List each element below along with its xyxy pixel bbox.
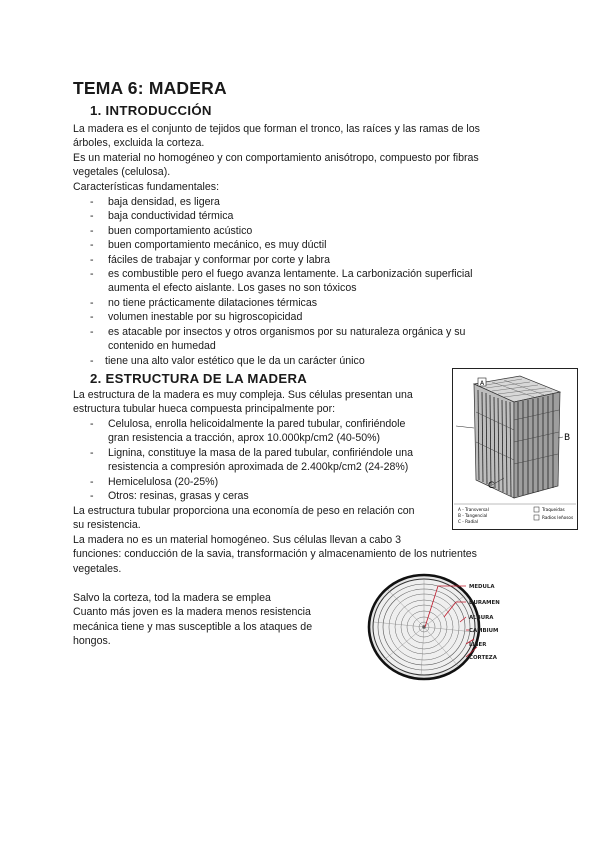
trunk-cross-section-diagram [366, 572, 546, 682]
paragraph-line: Cuanto más joven es la madera menos resistencia [73, 606, 311, 618]
label-corteza: CORTEZA [469, 655, 497, 661]
paragraph-line: Salvo la corteza, tod la madera se emplea [73, 592, 271, 604]
legend-1: Traqueidas [542, 507, 565, 512]
paragraph-line: vegetales. [73, 563, 122, 575]
list-item-continuation: resistencia a compresión aproximada de 2.400kp/cm2 (24-28%) [108, 461, 409, 473]
paragraph-line: estructura tubular hueca compuesta principalmente por: [73, 403, 336, 415]
list-item: Otros: resinas, grasas y ceras [108, 490, 249, 502]
list-item: buen comportamiento acústico [108, 225, 253, 237]
section-heading-introduccion: 1. INTRODUCCIÓN [90, 103, 212, 118]
legend-c: C - Radial [458, 519, 479, 524]
legend-a: A - Transversal [458, 507, 489, 512]
wood-structure-diagram [452, 368, 578, 530]
list-item-continuation: contenido en humedad [108, 340, 216, 352]
page-title: TEMA 6: MADERA [73, 78, 227, 98]
paragraph-line: vegetales (celulosa). [73, 166, 171, 178]
label-a: A [479, 380, 485, 387]
paragraph-line: La estructura de la madera es muy compleja. Sus células presentan una [73, 389, 413, 401]
label-albura: ALBURA [469, 615, 494, 621]
paragraph-line: su resistencia. [73, 519, 141, 531]
list-item: fáciles de trabajar y conformar por corte y labra [108, 254, 330, 266]
list-item-continuation: aumenta el efecto aislante. Los gases no son tóxicos [108, 282, 357, 294]
label-c: C [488, 481, 495, 491]
legend-b: B - Tangencial [458, 513, 488, 518]
legend-2: Radios leñosos [542, 515, 574, 520]
paragraph-line: La estructura tubular proporciona una economía de peso en relación con [73, 505, 415, 517]
list-item: Hemicelulosa (20-25%) [108, 476, 219, 488]
paragraph-line: funciones: conducción de la savia, transformación y almacenamiento de los nutrientes [73, 548, 477, 560]
label-b: B [564, 433, 571, 443]
paragraph-line: La madera es el conjunto de tejidos que forman el tronco, las raíces y las ramas de los [73, 123, 480, 135]
paragraph-line: mecánica tiene y mas susceptible a los ataques de [73, 621, 313, 633]
paragraph-line: Características fundamentales: [73, 181, 220, 193]
paragraph-line: La madera no es un material homogéneo. Sus células llevan a cabo 3 [73, 534, 402, 546]
label-medula: MEDULA [469, 584, 495, 590]
wood-block-illustration [474, 376, 560, 498]
document-page: TEMA 6: MADERA 1. INTRODUCCIÓN La madera es el conjunto de tejidos que forman el tronco, las raíces y las ramas de los árboles, excluida la corteza. Es un material no homogéneo y con comportamiento anisótropo, compuesto por fibras vegetales (celulosa). Características fundamentales: - baja densidad, es ligera - baja conductividad térmica - buen comportamiento acústico - buen comportamiento mecánico, es muy dúctil - fáciles de trabajar y conformar por corte y labra - es combustible pero el fuego avanza lentamente. La carbonización superficial aumenta el efecto aislante. Los gases no son tóxicos - no tiene prácticamente dilataciones térmicas - volumen inestable por su higroscopicidad - es atacable por insectos y otros organismos por su naturaleza orgánica y su contenido en humedad - tiene una alto valor estético que le da un carácter único 2. ESTRUCTURA DE LA MADERA La estructura de la madera es muy compleja. Sus células presentan una estructura tubular hueca compuesta principalmente por: - Celulosa, enrolla helicoidalmente la pared tubular, confiriéndole gran resistencia a tracción, aprox 10.000kp/cm2 (40-50%) - Lignina, constituye la masa de la pared tubular, confiriéndole una resistencia a compresión aproximada de 2.400kp/cm2 (24-28%) - Hemicelulosa (20-25%) - Otros: resinas, grasas y ceras La estructura tubular proporciona una economía de peso en relación con su resistencia. La madera no es un material homogéneo. Sus células llevan a cabo 3 funciones: conducción de la savia, transformación y almacenamiento de los nutrientes vegetales. Salvo la corteza, tod la madera se emplea Cuanto más joven es la madera menos resistencia mecánica tiene y mas susceptible a los ataques de hongos. A B C A - Transversal B - Tangencial C - Radial Traqueidas Radios leñosos MEDULA DURAMEN ALBURA CAMBIUM LIBER CORTEZA [0, 0, 600, 848]
list-item: es combustible pero el fuego avanza lentamente. La carbonización superficial [108, 268, 473, 280]
list-item: baja conductividad térmica [108, 210, 234, 222]
paragraph-line: árboles, excluida la corteza. [73, 137, 205, 149]
list-item: tiene una alto valor estético que le da un carácter único [105, 355, 365, 367]
list-item: Lignina, constituye la masa de la pared tubular, confiriéndole una [108, 447, 414, 459]
list-item-continuation: gran resistencia a tracción, aprox 10.000kp/cm2 (40-50%) [108, 432, 381, 444]
list-item: buen comportamiento mecánico, es muy dúctil [108, 239, 327, 251]
trunk-rings-illustration [369, 575, 479, 679]
paragraph-line: Es un material no homogéneo y con comportamiento anisótropo, compuesto por fibras [73, 152, 479, 164]
list-item: baja densidad, es ligera [108, 196, 220, 208]
paragraph-line: hongos. [73, 635, 111, 647]
section-heading-estructura: 2. ESTRUCTURA DE LA MADERA [90, 371, 308, 386]
list-item: es atacable por insectos y otros organismos por su naturaleza orgánica y su [108, 326, 466, 338]
label-liber: LIBER [469, 642, 487, 648]
list-item: volumen inestable por su higroscopicidad [108, 311, 303, 323]
list-item: Celulosa, enrolla helicoidalmente la pared tubular, confiriéndole [108, 418, 406, 430]
list-item: no tiene prácticamente dilataciones térmicas [108, 297, 318, 309]
label-cambium: CAMBIUM [469, 628, 499, 634]
label-duramen: DURAMEN [469, 600, 500, 606]
